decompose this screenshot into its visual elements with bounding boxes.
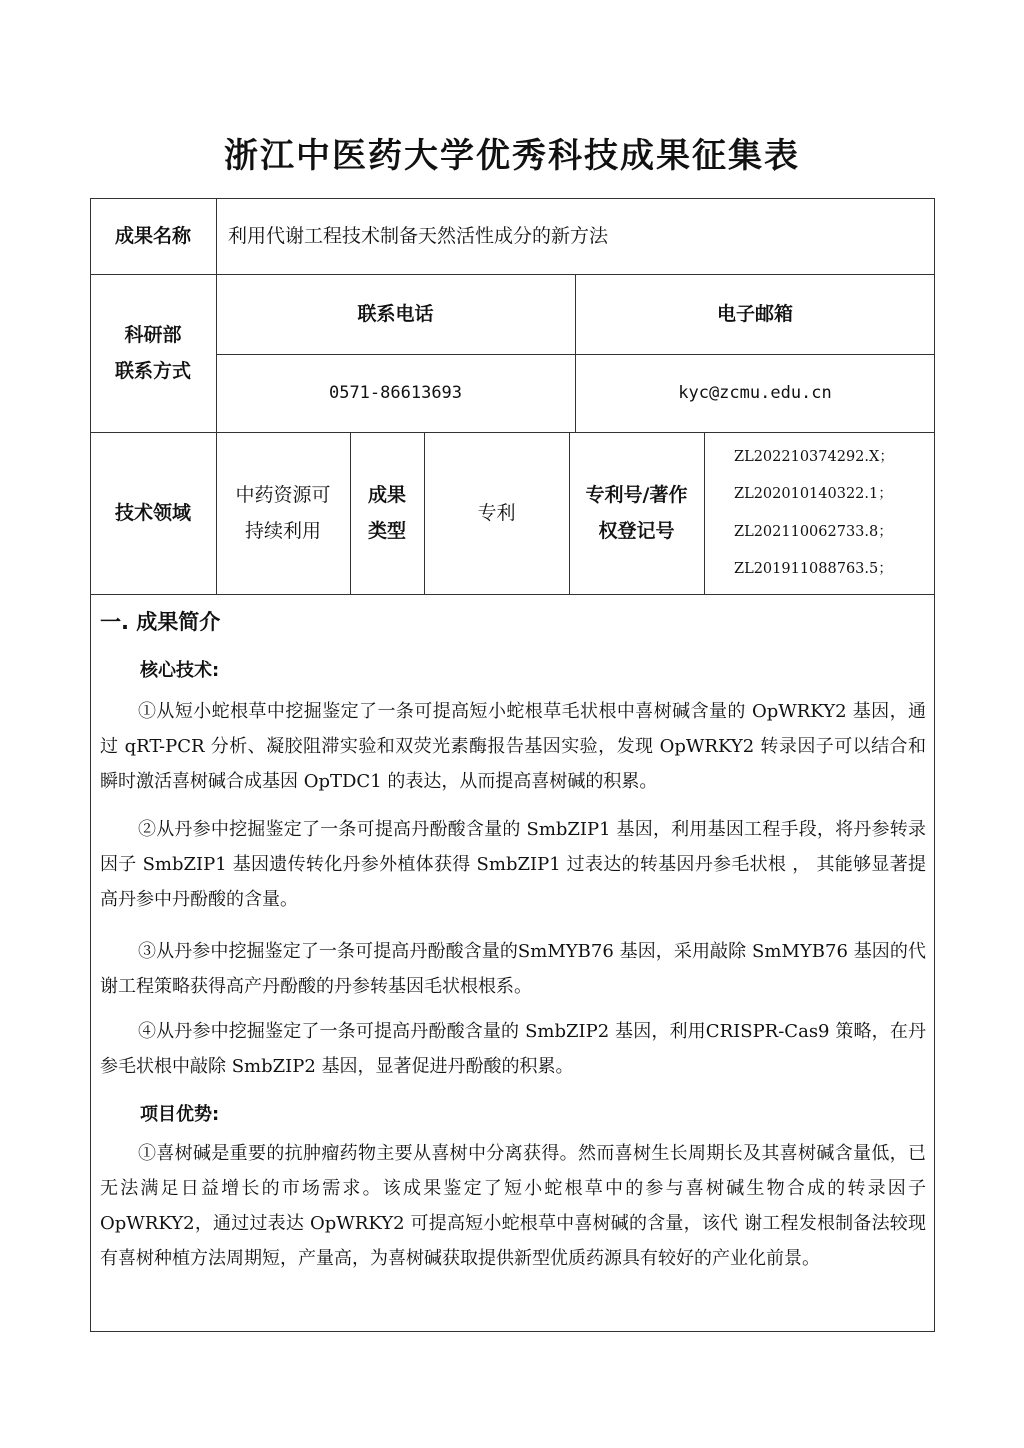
contact-label-line1: 科研部: [124, 324, 182, 346]
type-label-line1: 成果: [367, 484, 406, 506]
name-value: 利用代谢工程技术制备天然活性成分的新方法: [228, 225, 609, 247]
phone-value: 0571-86613693: [328, 383, 463, 403]
type-value: 专利: [477, 502, 516, 524]
email-label: 电子邮箱: [716, 303, 793, 325]
patent-number: ZL202010140322.1；: [734, 486, 893, 503]
name-label: 成果名称: [114, 225, 191, 247]
patent-number-list: [734, 432, 934, 594]
type-label: [350, 432, 424, 594]
patent-label-line1: 专利号/著作: [585, 484, 688, 506]
email-value: kyc@zcmu.edu.cn: [678, 383, 832, 403]
advantage-heading: 项目优势:: [140, 1104, 220, 1125]
patent-number: ZL202210374292.X；: [734, 448, 894, 465]
page-title: 浙江中医药大学优秀科技成果征集表: [224, 136, 800, 176]
core-tech-heading: 核心技术:: [140, 660, 220, 681]
patent-number: ZL202110062733.8；: [734, 523, 893, 540]
advantage-paragraph: ①喜树碱是重要的抗肿瘤药物主要从喜树中分离获得。然而喜树生长周期长及其喜树碱含量低，已无法满足日益增长的市场需求。该成果鉴定了短小蛇根草中的参与喜树碱生物合成的转录因子 OpWRKY2，通过过表达 OpWRKY2 可提高短小蛇根草中喜树碱的含量，该代 谢工程发根制备法较现有喜树种植方法周期短，产量高，为喜树碱获取提供新型优质药源具有较好的产业化前景。: [100, 1143, 926, 1269]
section-heading: 一. 成果简介: [100, 610, 221, 634]
field-label: 技术领域: [114, 502, 191, 524]
core-paragraph: ③从丹参中挖掘鉴定了一条可提高丹酚酸含量的SmMYB76 基因，采用敲除 SmMYB76 基因的代谢工程策略获得高产丹酚酸的丹参转基因毛状根根系。: [100, 941, 926, 997]
row-divider: [90, 594, 935, 595]
patent-number: ZL201911088763.5；: [734, 561, 893, 578]
column-divider: [704, 432, 705, 594]
phone-label: 联系电话: [357, 303, 434, 325]
core-paragraph: ②从丹参中挖掘鉴定了一条可提高丹酚酸含量的 SmbZIP1 基因，利用基因工程手段，将丹参转录因子 SmbZIP1 基因遗传转化丹参外植体获得 SmbZIP1 过表达的转基因丹参毛状根 ， 其能够显著提高丹参中丹酚酸的含量。: [100, 819, 926, 910]
patent-label: [569, 432, 704, 594]
core-paragraph: ④从丹参中挖掘鉴定了一条可提高丹酚酸含量的 SmbZIP2 基因，利用CRISPR-Cas9 策略，在丹参毛状根中敲除 SmbZIP2 基因，显著促进丹酚酸的积累。: [100, 1021, 926, 1077]
type-label-line2: 类型: [367, 520, 406, 542]
contact-label: [90, 274, 216, 432]
field-value-line1: 中药资源可: [235, 484, 331, 506]
contact-label-line2: 联系方式: [114, 360, 191, 382]
patent-label-line2: 权登记号: [598, 520, 675, 542]
field-value-line2: 持续利用: [244, 520, 321, 542]
field-value: [216, 432, 350, 594]
core-paragraph: ①从短小蛇根草中挖掘鉴定了一条可提高短小蛇根草毛状根中喜树碱含量的 OpWRKY2 基因，通过 qRT-PCR 分析、凝胶阻滞实验和双荧光素酶报告基因实验，发现 OpWRKY2 转录因子可以结合和瞬时激活喜树碱合成基因 OpTDC1 的表达，从而提高喜树碱的积累。: [100, 701, 926, 792]
